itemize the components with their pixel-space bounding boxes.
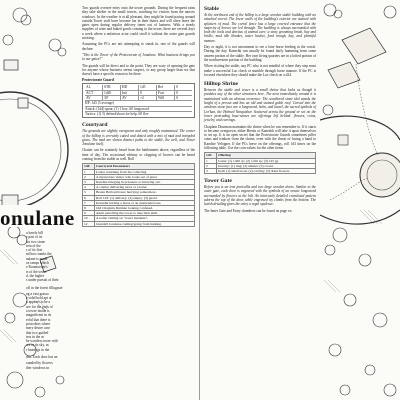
stat-row — [85, 95, 192, 100]
fragment-line: that two guided — [26, 330, 49, 335]
table-cell: Old Chaplain Durman looking confused. — [95, 205, 195, 210]
fragment-line: nns. Each door has an — [26, 355, 58, 360]
fragment-line: aulane is made — [26, 256, 48, 261]
guard-quote: "This is the Tower of the Protectorate of Jonulane. What business brings you to our gates?" — [82, 52, 195, 62]
stable-body: Day or night, it is not uncommon to see a lone horse feeding in the corral. During the day, Kaneshk can usually be found fairly humming from some unseen portion of the stable. Her own living quarters are in a lofted portion of the northwestern portion of the building. — [204, 45, 316, 62]
fragment-line: a tower inside a — [26, 309, 49, 314]
table-cell: Kandise bringing in prisoners or hurrying out. — [95, 179, 195, 184]
statblock-title: Protectorate Guard — [82, 78, 114, 83]
table-cell: Coins: (1) 1d20 cp; (2) 1d10 sp; (3) 1d5 gp — [217, 158, 316, 163]
stat-cell: Ref — [156, 85, 174, 89]
fragment-line: erful that there is — [26, 317, 51, 322]
table-header-cell: Courtyard Encounters — [95, 164, 195, 169]
right-map-illustration — [320, 0, 400, 400]
section-heading-courtyard: Courtyard — [82, 122, 108, 129]
fragment-line: magnificent in its — [26, 313, 52, 318]
table-cell: 10 — [83, 216, 95, 221]
stat-cell: 0 — [174, 91, 192, 95]
table-cell: Roll 1d3: (1) delivery; (2) empty; (3) guard — [95, 195, 195, 200]
table-cell: A courier delivering news or a letter. — [95, 185, 195, 190]
fragment-line: tern of the — [26, 243, 41, 248]
guard-behavior: The guards will be direct and to the point. They are wary of opening the gate for anyone whose business seems suspect, or any group larger than six that doesn't have a specific reason to be there. — [82, 63, 195, 77]
table-cell: 3 — [205, 168, 217, 173]
fragment-line: be wooden tower with — [26, 339, 59, 344]
left-main-column — [82, 6, 195, 230]
courtyard-encounters-table — [82, 163, 195, 226]
fragment-line: ng a vast grasso — [26, 291, 49, 296]
courtyard-body: Chatter can be routinely heard from the battlements above, regardless of the time of day. The occasional whinny or clopping of hooves can be heard coming from the stable as well. Roll — [82, 148, 195, 162]
table-header-cell: 1d3 — [205, 153, 217, 158]
table-cell: Item: (1) small book; (2) carving; (3) dried flowers — [217, 168, 316, 173]
fragment-line: postcolins where — [26, 321, 51, 326]
stat-cell: 1d20 — [102, 91, 120, 95]
table-cell: 2 — [205, 163, 217, 168]
table-cell: Jewelry: (1) ring; (2) amulet; (3) crown — [217, 163, 316, 168]
stat-cell: 0 — [138, 91, 156, 95]
intro-paragraph: Two guards oversee entry onto the tower grounds. During the frequent rains they take shelter in the small towers, watching for visitors from the narrow windows. In the weather is at all pleasant, they might be found pacing around outside.Tower staff have become lax in their duties and will often leave the gates open during regular delivery times out of laziness. With a steady supplies of wine and baked goods coming to the tower, there are several days a week where a nefarious actor could stroll it without the outer gate guards noticing. — [82, 6, 195, 41]
fragment-line: d, the higher — [26, 273, 45, 278]
intro-paragraph: Assuming the PCs are not attempting to sneak in, one of the guards will declare: — [82, 42, 195, 51]
table-header-cell: 1d8 — [83, 164, 95, 169]
stable-body: When visiting the stable, any PC who is not mindful of where they step must make a successful Luc check or stumble through horse manure. If the PC is focused elsewhere they should make the Luc check on a d24. — [204, 64, 316, 77]
stat-cell: Init — [120, 91, 138, 95]
table-cell: Kaneshk leading a horse or an unattended one. — [95, 200, 195, 205]
stat-cell: Fort — [156, 91, 174, 95]
stat-row — [85, 90, 192, 95]
right-map-drawing — [320, 0, 400, 400]
table-cell: 7 — [83, 200, 95, 205]
stat-cell: AV — [120, 96, 138, 100]
table-cell: 4 — [83, 185, 95, 190]
courtyard-intro: The grounds are slightly overgrown and only roughly maintained. The center of the hilltop is eerrately cutted and dotted with a mix of mud and trampled grass. The mud are shown distinct paths to the stable, the well, and Tower Jonulane itself. — [82, 129, 195, 147]
stat-cell: ACT — [86, 90, 94, 95]
fragment-line: ace for the gods of — [26, 304, 53, 309]
gate-body: The Inner Gate and Entry chambers can be found on page xx. — [204, 208, 293, 213]
fragment-line: oe ramps which — [26, 261, 49, 266]
stat-cell: Will — [156, 96, 174, 100]
stat-tactics: Tactics: (1) 5) defend/shoot for help, 60 flee — [85, 111, 192, 116]
table-cell: 12 — [83, 221, 95, 226]
fragment-line: e part of its — [26, 235, 43, 240]
table-row — [83, 221, 195, 226]
table-cell: Lantor returning from fas collecting — [95, 169, 195, 174]
table-cell: 2 — [83, 174, 95, 179]
table-cell: 3 — [83, 179, 95, 184]
table-cell: Bresin Bellowblower hurrying somewhere. — [95, 190, 195, 195]
fragment-line: a lonely hill — [26, 231, 44, 235]
shrine-intro: Between the stable and tower is a small shrine that looks as though it predates any of the other structures here. The area immediately around it is maintained with an obvious reverence. The weathered stone idol stands the height of a person and has an old and stained gable roof. Carved into the windows stone face are a longsword, helm, and laurel, the sacred symbols of Lor'kan, the Helmed Vanquisher. Scattered across the ground or set on the lower protruding base-stones are offerings left behind: flowers, coins, jewelry, and carvings. — [204, 88, 316, 123]
fragment-line: off in the forest fillugaste — [26, 285, 63, 290]
gate-intro: Before you is an iron portcullis and two large wooden doors. Similar to the outer gate, each door is engraved with the symbols of an ornate longsword surrounded by flowers at the hilt. An intricately detailed crenulated pattern adorns the top of the door, while engraved ivy climbs from the bottom. The lavish detailing gives the entry a regal opulence. — [204, 185, 316, 207]
stat-cell: 0 — [174, 96, 192, 100]
fragment-line: ther windows in — [26, 365, 50, 370]
section-heading-shrine: Hilltop Shrine — [204, 81, 239, 88]
table-cell: Glendall Jonulane coming/going from hunting. — [95, 221, 195, 226]
fragment-line: mery desire case — [26, 326, 50, 331]
fragment-line: o appears to be a — [26, 300, 51, 305]
left-margin-fragments — [26, 231, 80, 370]
right-page — [200, 0, 400, 400]
table-cell: 5 — [83, 190, 95, 195]
stat-cell: +2 — [138, 96, 156, 100]
fragment-line: ts of the tower — [26, 269, 47, 274]
stat-attack: Attack: (1d4) spear, (1) 1 box, 60 longsword — [85, 106, 192, 111]
table-row — [205, 168, 316, 173]
table-cell: 6 — [83, 195, 95, 200]
guard-statblock — [82, 83, 195, 118]
fragment-line: s under pursuit of their — [26, 278, 59, 283]
table-cell: 9 — [83, 211, 95, 216]
table-cell: 8 — [83, 205, 95, 210]
table-header-cell: Offering — [217, 153, 316, 158]
table-cell: A mysterious visitor who looks out of place — [95, 174, 195, 179]
table-cell: Adult patrolling the tower to take their skill. — [95, 211, 195, 216]
stat-hp: HP: 1d5 (5 average) — [85, 100, 192, 105]
right-main-column — [204, 6, 316, 215]
table-cell: 1 — [205, 158, 217, 163]
stat-cell: HD — [120, 85, 138, 89]
offering-table — [204, 152, 316, 174]
fragment-line: nd how tranks the — [26, 252, 52, 257]
stat-cell: AV — [86, 96, 91, 101]
fragment-line: are in its sky, as — [26, 343, 49, 348]
table-cell: 1 — [83, 169, 95, 174]
chapter-heading-fragment: onulane — [0, 206, 75, 230]
stable-intro: At the northwest end of the hilltop is a large wooden stable building with an attached corral. The lower walls of the building's exterior are stained with splatters of mud. The corral fence has a large covered entrance that the majority of horses are led through. The building is always surrounded with both the tools and detritus of animal care: a stray grooming brush, hay and bridle, mud idle blanket, water bucket, food trough, hay, and plentiful manure. — [204, 13, 316, 43]
fragment-line: r bearings in the — [26, 347, 50, 352]
shrine-body: Chaplain Dourman maintains the shrine when he can remember to. If it starts to become overgrown, either Bresin or Kaneshk will take it upon themselves to set up. It is an open secret that the Protectorate Guards sometimes pilfer coins and trinkets from the shrine, even with the threat of losing a hand to Kandise Velopper. If the PCs leave on the offerings, roll 1d3 times on the following table. Use the coin values for the other items. — [204, 124, 316, 151]
fragment-line: Inr two stone — [26, 239, 45, 244]
stat-cell: STR — [102, 85, 120, 89]
fragment-line: ters in the ar — [26, 334, 44, 339]
fragment-line: s of its first — [26, 248, 43, 253]
fragment-line: e Kraanstrom's — [26, 265, 48, 270]
stat-cell: 1d5 — [138, 85, 156, 89]
stat-cell: AL — [86, 85, 91, 90]
section-heading-stable: Stable — [204, 6, 219, 12]
fragment-line: ounded by flowers — [26, 361, 53, 366]
stat-cell: 30' — [102, 96, 120, 100]
fragment-line: e solid hold apt at — [26, 296, 52, 301]
stat-cell: 0 — [174, 85, 192, 89]
stat-row — [85, 85, 192, 89]
section-heading-tower-gate: Tower Gate — [204, 178, 232, 185]
table-cell: A noble visiting on "tower business". — [95, 216, 195, 221]
